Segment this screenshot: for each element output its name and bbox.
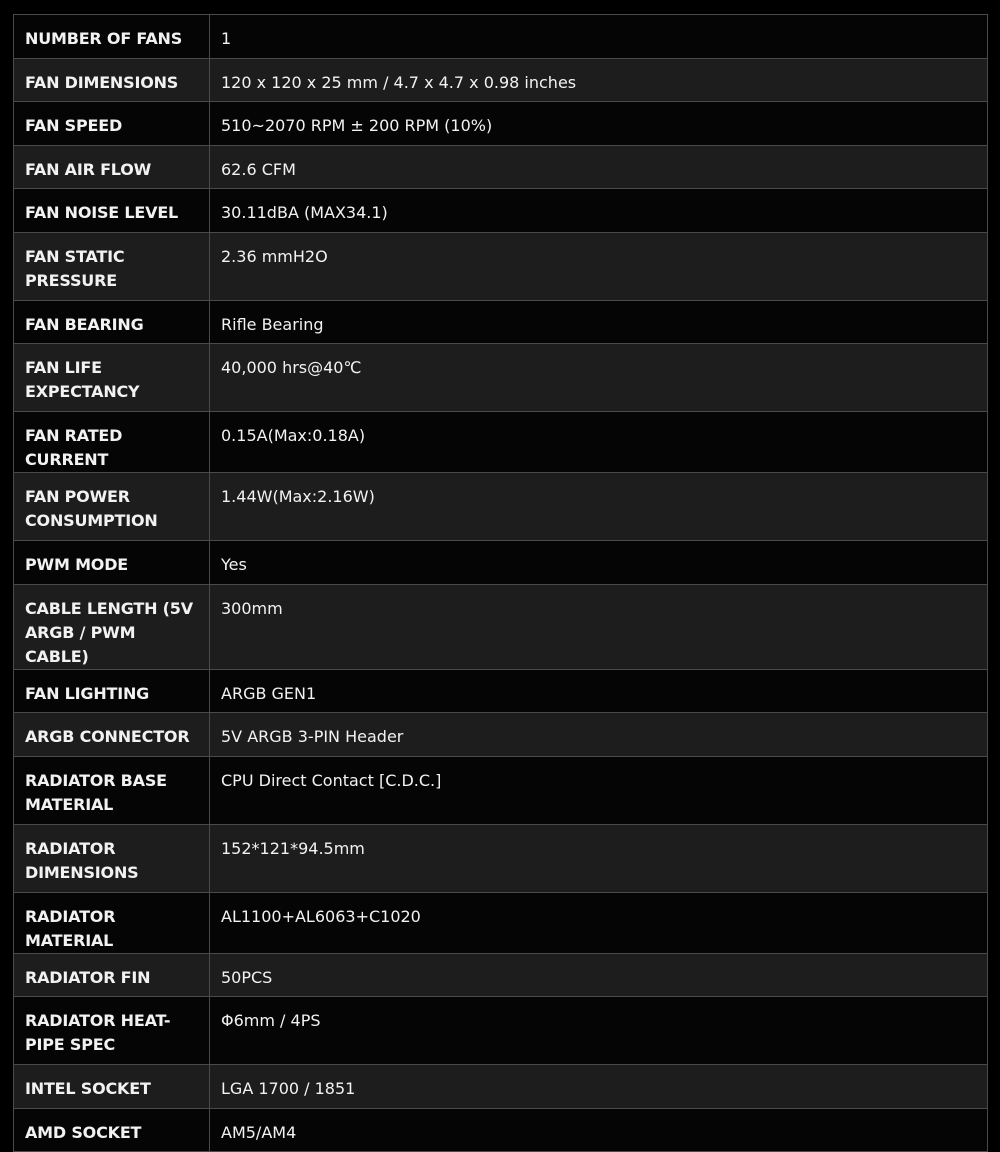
spec-value: 5V ARGB 3-PIN Header [210,713,988,757]
spec-row-fan-lighting [14,669,988,713]
spec-value: 152*121*94.5mm [210,824,988,892]
spec-row-fan-bearing [14,300,988,344]
spec-label: FAN RATED CURRENT [14,412,210,473]
spec-row-fan-rated-current [14,412,988,473]
spec-row-fan-power-consumption [14,473,988,541]
spec-value: 40,000 hrs@40℃ [210,344,988,412]
spec-value: 0.15A(Max:0.18A) [210,412,988,473]
spec-value: 510~2070 RPM ± 200 RPM (10%) [210,102,988,146]
spec-label: ARGB CONNECTOR [14,713,210,757]
spec-value: 120 x 120 x 25 mm / 4.7 x 4.7 x 0.98 inches [210,58,988,102]
spec-label: RADIATOR MATERIAL [14,892,210,953]
spec-row-radiator-material [14,892,988,953]
spec-value: 1 [210,15,988,59]
spec-row-radiator-heat-pipe-spec [14,997,988,1065]
spec-value: ARGB GEN1 [210,669,988,713]
spec-value: CPU Direct Contact [C.D.C.] [210,756,988,824]
specifications-body [14,15,988,1152]
spec-label: PWM MODE [14,541,210,585]
spec-label: FAN STATIC PRESSURE [14,232,210,300]
spec-label: AMD SOCKET [14,1108,210,1152]
spec-value: LGA 1700 / 1851 [210,1065,988,1109]
spec-value: 2.36 mmH2O [210,232,988,300]
spec-label: FAN NOISE LEVEL [14,189,210,233]
spec-label: RADIATOR BASE MATERIAL [14,756,210,824]
spec-row-argb-connector [14,713,988,757]
spec-label: RADIATOR HEAT-PIPE SPEC [14,997,210,1065]
spec-row-fan-dimensions [14,58,988,102]
spec-value: Rifle Bearing [210,300,988,344]
spec-value: 1.44W(Max:2.16W) [210,473,988,541]
spec-row-pwm-mode [14,541,988,585]
spec-value: 62.6 CFM [210,145,988,189]
spec-value: AL1100+AL6063+C1020 [210,892,988,953]
spec-label: FAN LIFE EXPECTANCY [14,344,210,412]
spec-value: Yes [210,541,988,585]
spec-row-intel-socket [14,1065,988,1109]
spec-row-fan-noise-level [14,189,988,233]
spec-row-fan-static-pressure [14,232,988,300]
spec-label: FAN DIMENSIONS [14,58,210,102]
spec-label: RADIATOR FIN [14,953,210,997]
spec-label: FAN POWER CONSUMPTION [14,473,210,541]
specifications-table [13,14,988,1152]
spec-row-fan-life-expectancy [14,344,988,412]
spec-row-radiator-base-material [14,756,988,824]
spec-label: FAN BEARING [14,300,210,344]
spec-row-amd-socket [14,1108,988,1152]
spec-row-cable-length [14,584,988,669]
spec-value: 50PCS [210,953,988,997]
spec-value: 300mm [210,584,988,669]
spec-value: AM5/AM4 [210,1108,988,1152]
spec-value: 30.11dBA (MAX34.1) [210,189,988,233]
spec-label: FAN AIR FLOW [14,145,210,189]
spec-value: Φ6mm / 4PS [210,997,988,1065]
spec-label: FAN LIGHTING [14,669,210,713]
spec-row-fan-speed [14,102,988,146]
spec-row-number-of-fans [14,15,988,59]
spec-row-radiator-dimensions [14,824,988,892]
spec-label: INTEL SOCKET [14,1065,210,1109]
spec-label: NUMBER OF FANS [14,15,210,59]
spec-row-fan-air-flow [14,145,988,189]
spec-label: FAN SPEED [14,102,210,146]
spec-row-radiator-fin [14,953,988,997]
spec-label: RADIATOR DIMENSIONS [14,824,210,892]
spec-label: CABLE LENGTH (5V ARGB / PWM CABLE) [14,584,210,669]
